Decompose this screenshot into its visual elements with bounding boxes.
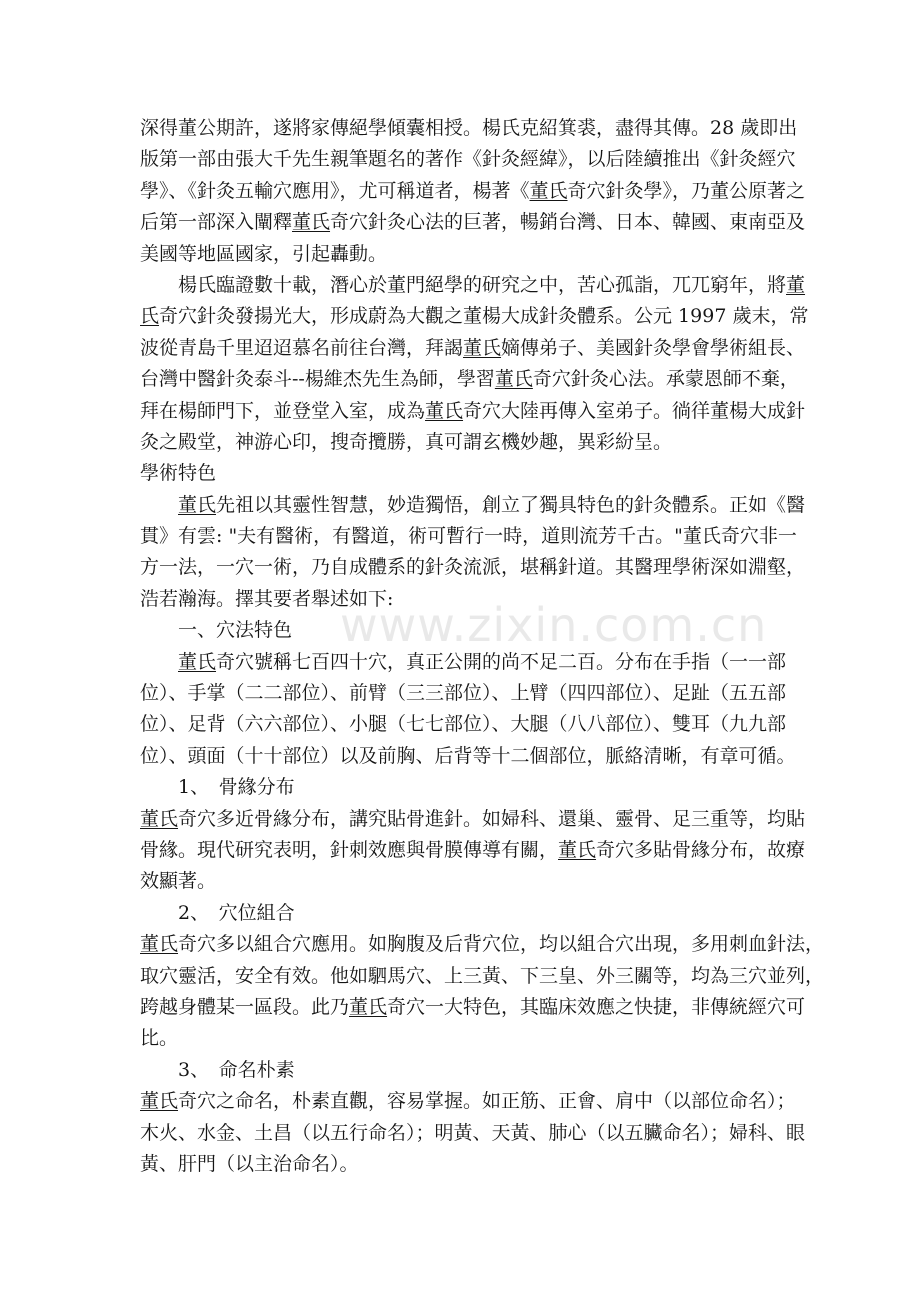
text-segment: 方一法，一穴一術，乃自成體系的針灸流派，堪稱針道。其醫理學術深如淵壑， <box>140 556 806 579</box>
underlined-term: 董氏 <box>463 336 502 359</box>
text-line <box>140 804 806 835</box>
underlined-term: 董氏 <box>494 368 533 391</box>
text-segment: 貫》有雲: "夫有醫術，有醫道，術可暫行一時，道則流芳千古。"董氏奇穴非一 <box>140 525 797 548</box>
text-line <box>140 364 799 395</box>
underlined-term: 氏 <box>140 305 160 328</box>
subsection-heading <box>140 1055 780 1086</box>
text-line <box>140 207 806 238</box>
text-segment: 黃、肝門（以主治命名）。 <box>140 1152 359 1175</box>
text-segment: 台灣中醫針灸泰斗--楊維杰先生為師，學習 <box>140 368 495 391</box>
text-segment: 后第一部深入闡釋 <box>140 211 293 234</box>
underlined-term: 董氏 <box>558 838 597 861</box>
text-line <box>140 270 806 301</box>
text-line <box>140 144 796 175</box>
underlined-term: 董氏 <box>349 995 388 1018</box>
text-segment: 奇穴多近骨緣分布，講究貼骨進針。如婦科、還巢、靈骨、足三重等，均貼 <box>178 807 806 830</box>
text-line <box>140 1023 780 1054</box>
text-segment: 美國等地區國家，引起轟動。 <box>140 242 388 265</box>
text-line <box>140 490 806 521</box>
underlined-term: 董氏 <box>140 933 179 956</box>
underlined-term: 董 <box>786 273 806 296</box>
text-line <box>140 1149 780 1180</box>
text-line <box>140 741 796 772</box>
subsection-heading <box>140 772 780 803</box>
text-segment: 奇穴多貼骨緣分布，故療 <box>596 838 806 861</box>
text-line <box>140 584 780 615</box>
text-segment: 位）、頭面（十十部位）以及前胸、后背等十二個部位，脈絡清晰，有章可循。 <box>140 744 796 767</box>
text-line <box>140 1086 796 1117</box>
watermark-text: www.zixin.com.cn <box>340 598 768 652</box>
text-line <box>140 521 797 552</box>
text-segment: 一、穴法特色 <box>178 619 293 642</box>
text-line <box>140 113 798 144</box>
text-line <box>140 176 806 207</box>
text-line <box>140 1118 806 1149</box>
text-segment: 3、 命名朴素 <box>178 1058 295 1081</box>
underlined-term: 董氏 <box>425 399 464 422</box>
underlined-term: 董氏 <box>178 493 217 516</box>
text-segment: 木火、水金、土昌（以五行命名）；明黃、天黃、肺心（以五臟命名）；婦科、眼 <box>140 1121 806 1144</box>
text-segment: 浩若瀚海。擇其要者舉述如下: <box>140 587 394 610</box>
text-segment: 比。 <box>140 1027 179 1050</box>
text-segment: 奇穴針灸心法。承蒙恩師不棄， <box>532 368 799 391</box>
text-segment: 學術特色 <box>140 462 217 485</box>
text-line <box>140 992 806 1023</box>
text-line <box>140 835 806 866</box>
underlined-term: 董氏 <box>140 807 179 830</box>
text-line <box>140 929 825 960</box>
section-heading <box>140 458 780 489</box>
text-segment: 骨緣。現代研究表明，針刺效應與骨膜傳導有關， <box>140 838 559 861</box>
text-segment: 先祖以其靈性智慧，妙造獨悟，創立了獨具特色的針灸體系。正如《醫 <box>216 493 806 516</box>
text-segment: 奇穴號稱七百四十穴，真正公開的尚不足二百。分布在手指（一一部 <box>216 650 787 673</box>
text-segment: 波從青島千里迢迢慕名前往台灣，拜謁 <box>140 336 464 359</box>
text-segment: 效顯著。 <box>140 870 217 893</box>
text-line <box>140 709 787 740</box>
underlined-term: 董氏 <box>292 211 331 234</box>
underlined-term: 董氏 <box>140 1090 179 1113</box>
text-segment: 奇穴針灸心法的巨著，暢銷台灣、日本、韓國、東南亞及 <box>330 211 806 234</box>
underlined-term: 董氏 <box>529 179 568 202</box>
text-segment: 奇穴針灸學》，乃董公原著之 <box>567 179 806 202</box>
text-segment: 奇穴多以組合穴應用。如胸腹及后背穴位，均以組合穴出現，多用刺血針法， <box>178 933 825 956</box>
text-line <box>140 866 780 897</box>
text-segment: 奇穴之命名，朴素直觀，容易掌握。如正筋、正會、肩中（以部位命名）； <box>178 1090 796 1113</box>
text-segment: 版第一部由張大千先生親筆題名的著作《針灸經緯》，以后陸續推出《針灸經穴 <box>140 148 796 171</box>
text-segment: 2、 穴位組合 <box>178 901 295 924</box>
text-segment: 深得董公期許，遂將家傳絕學傾囊相授。楊氏克紹箕裘，盡得其傳。28 歲即出 <box>140 117 798 139</box>
text-line <box>140 239 780 270</box>
text-segment: 學》、《針灸五輸穴應用》，尤可稱道者，楊著《 <box>140 179 530 202</box>
subsection-heading <box>140 898 780 929</box>
text-segment: 奇穴大陸再傳入室弟子。徜徉董楊大成針 <box>463 399 806 422</box>
text-line <box>140 552 806 583</box>
text-segment: 1、 骨緣分布 <box>178 776 295 799</box>
text-segment: 奇穴針灸發揚光大，形成蔚為大觀之董楊大成針灸體系。公元 1997 歲末，常 <box>159 305 809 328</box>
subsection-heading <box>140 615 780 646</box>
text-line <box>140 427 780 458</box>
text-line <box>140 396 806 427</box>
text-line <box>140 961 825 992</box>
text-line <box>140 647 787 678</box>
text-line <box>140 301 809 332</box>
underlined-term: 董氏 <box>178 650 217 673</box>
text-segment: 位）、足背（六六部位）、小腿（七七部位）、大腿（八八部位）、雙耳（九九部 <box>140 713 787 736</box>
text-line <box>140 678 787 709</box>
text-segment: 楊氏臨證數十載，潛心於董門絕學的研究之中，苦心孤詣，兀兀窮年，將 <box>178 273 787 296</box>
text-segment: 位）、手掌（二二部位）、前臂（三三部位）、上臂（四四部位）、足趾（五五部 <box>140 682 787 705</box>
text-segment: 跨越身體某一區段。此乃 <box>140 995 350 1018</box>
text-line <box>140 333 806 364</box>
text-segment: 嫡傳弟子、美國針灸學會學術組長、 <box>501 336 806 359</box>
text-segment: 拜在楊師門下，並登堂入室，成為 <box>140 399 426 422</box>
text-segment: 灸之殿堂，神游心印，搜奇攬勝，真可謂玄機妙趣，異彩紛呈。 <box>140 430 673 453</box>
text-segment: 奇穴一大特色，其臨床效應之快捷，非傳統經穴可 <box>387 995 806 1018</box>
text-segment: 取穴靈活，安全有效。他如駟馬穴、上三黃、下三皇、外三關等，均為三穴並列， <box>140 964 825 987</box>
